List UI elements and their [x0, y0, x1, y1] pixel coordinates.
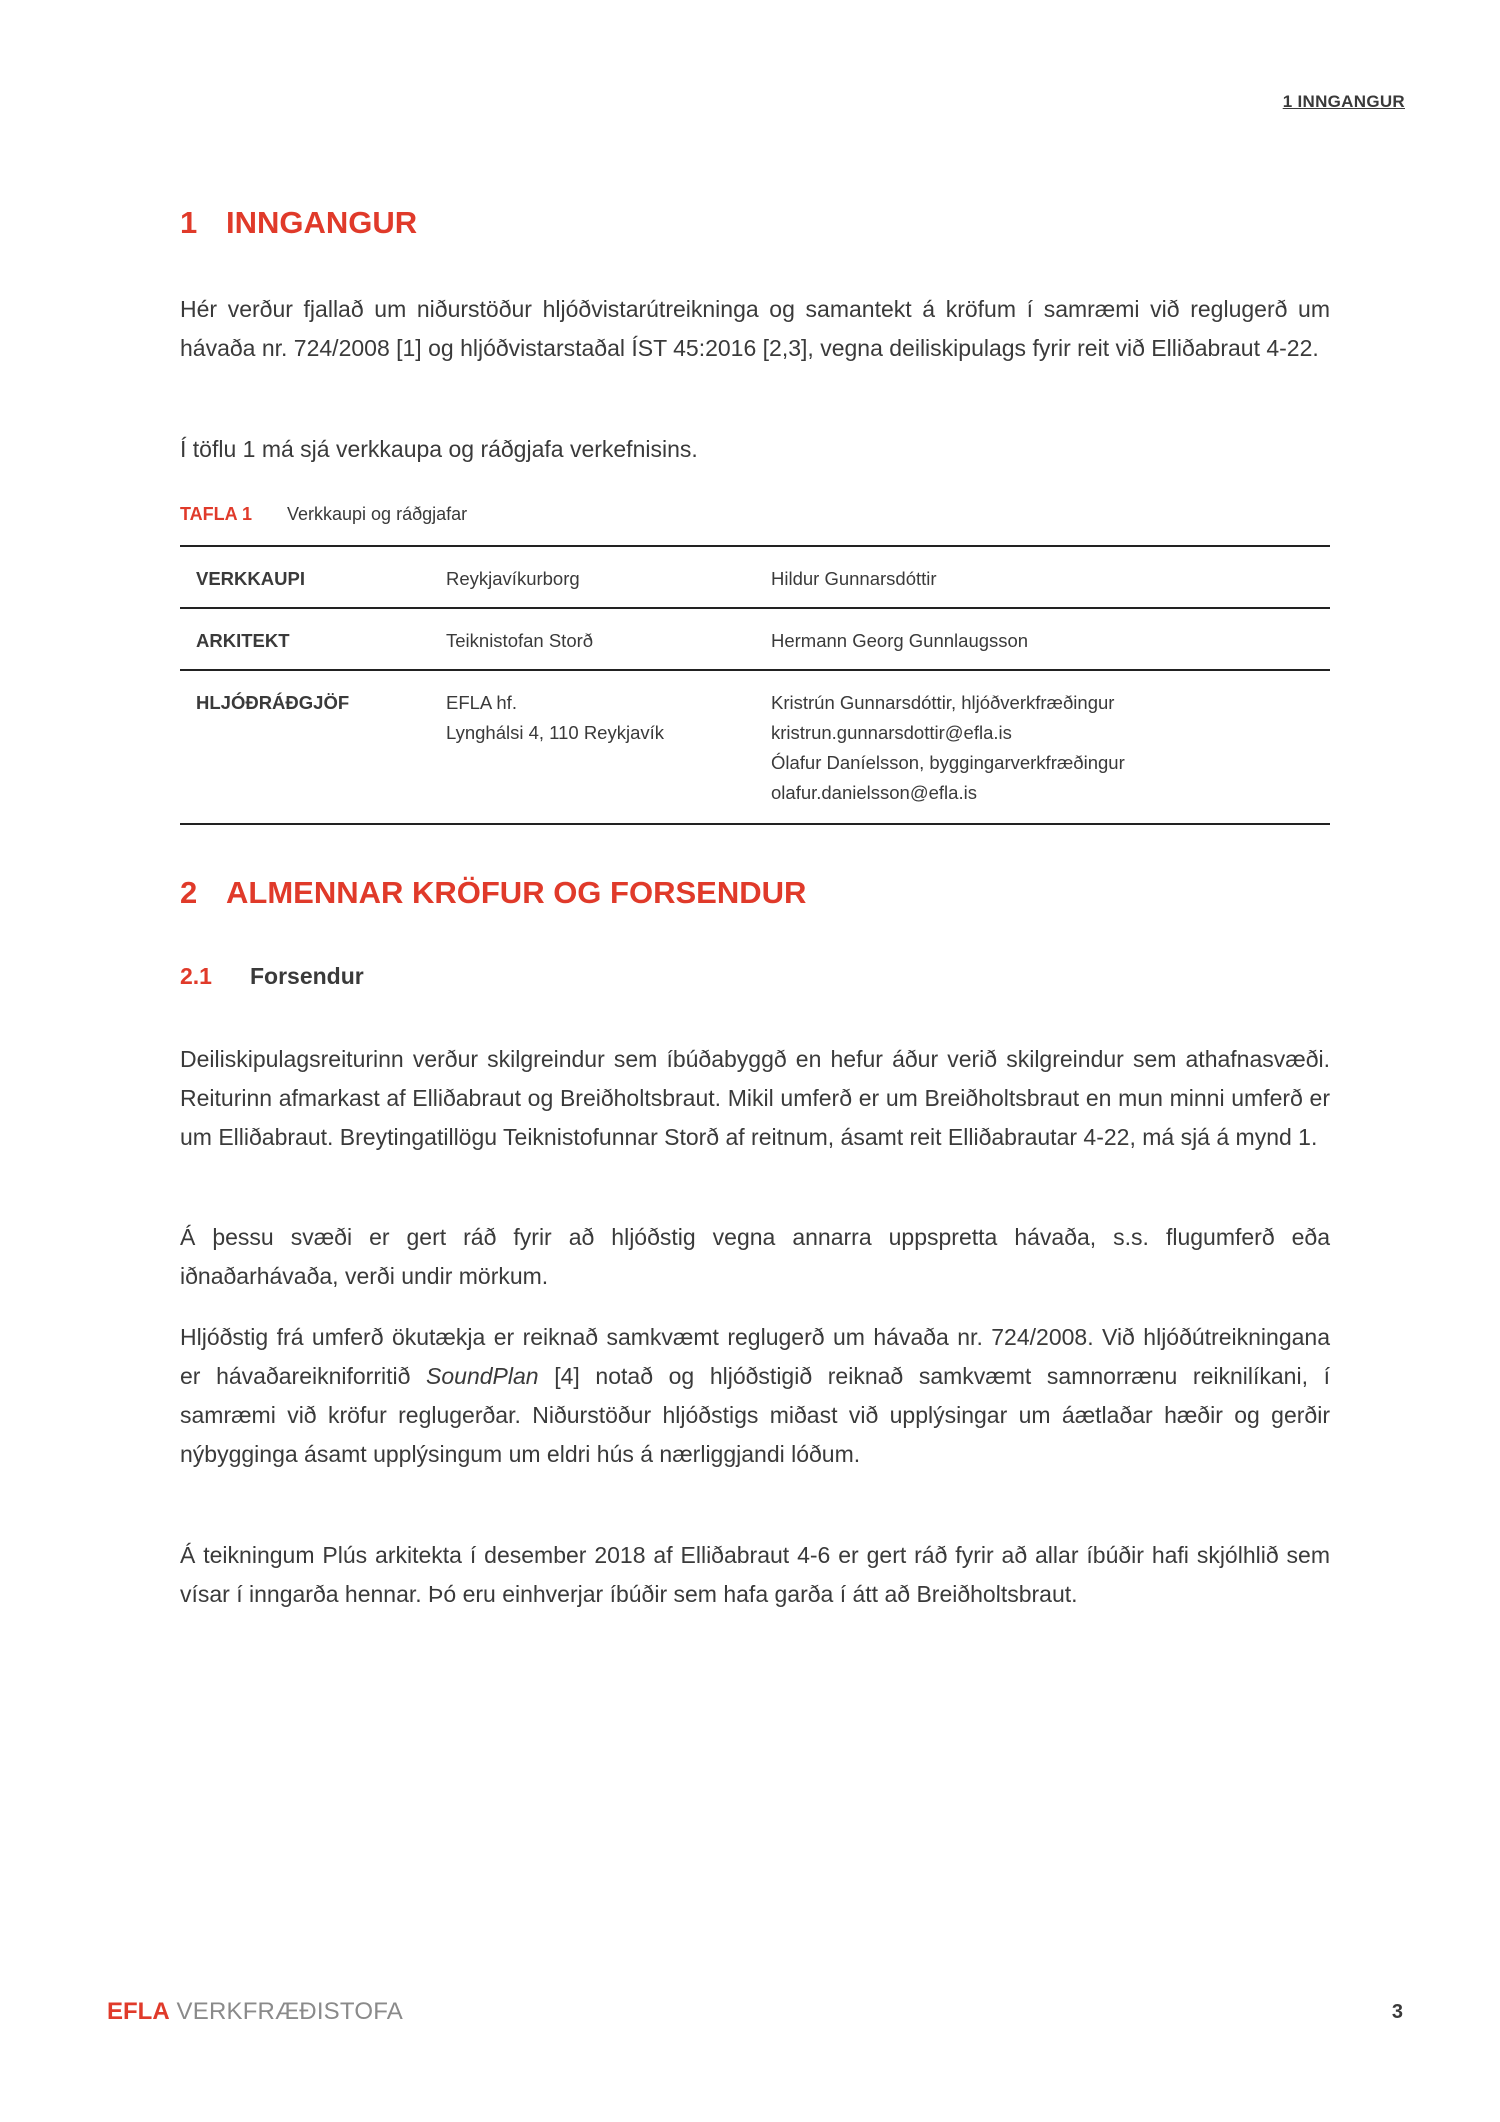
paragraph-3-text-start: Hljóðstig frá umferð ökutækja er reiknað samkvæmt reglugerð um hávaða nr. 724/2008. Við hljóðútreikningana er hávaðareikniforritið — [180, 1324, 1330, 1389]
table-row-org — [430, 670, 755, 824]
table-row-org — [430, 608, 755, 670]
software-name: SoundPlan — [426, 1363, 539, 1389]
section-2-heading — [180, 875, 806, 911]
subsection-2-1-title: Forsendur — [250, 963, 364, 989]
table-row-role: ARKITEKT — [196, 630, 290, 651]
contact-line: Kristrún Gunnarsdóttir, hljóðverkfræðingur — [771, 692, 1115, 713]
table-row-contact — [755, 546, 1330, 608]
paragraph-3-text-end: [4] notað og hljóðstigið reiknað samkvæmt samnorrænu reiknilíkani, í samræmi við kröfur reglugerðar. Niðurstöður hljóðstigs miðast við upplýsingar um áætlaðar hæðir og gerðir nýbygginga ásamt upplýsingum um eldri hús á nærliggjandi lóðum. — [180, 1363, 1330, 1467]
subsection-2-1-heading — [180, 963, 364, 990]
efla-logo — [107, 1998, 403, 2026]
table-row-role: VERKKAUPI — [196, 568, 305, 589]
section-2-paragraph-2: Á þessu svæði er gert ráð fyrir að hljóðstig vegna annarra uppspretta hávaða, s.s. flugumferð eða iðnaðarhávaða, verði undir mörkum. — [180, 1224, 1330, 1289]
section-1-number: 1 — [180, 205, 198, 240]
org-line: EFLA hf. — [446, 692, 517, 713]
contact-line: Ólafur Daníelsson, byggingarverkfræðingur — [771, 752, 1125, 773]
org-line: Lynghálsi 4, 110 Reykjavík — [446, 722, 665, 743]
section-1-heading — [180, 205, 417, 241]
contact-line: Hildur Gunnarsdóttir — [771, 568, 937, 589]
section-2-paragraph-3 — [180, 1318, 1330, 1474]
table-1-caption — [180, 504, 467, 525]
running-header: 1 INNGANGUR — [1282, 92, 1405, 111]
org-line: Reykjavíkurborg — [446, 568, 580, 589]
section-1-paragraph-2: Í töflu 1 má sjá verkkaupa og ráðgjafa verkefnisins. — [180, 436, 698, 462]
table-row — [180, 670, 1330, 824]
page-number: 3 — [1391, 2001, 1403, 2023]
table-row-contact — [755, 670, 1330, 824]
contact-email-link[interactable]: kristrun.gunnarsdottir@efla.is — [771, 722, 1012, 743]
section-1-title: INNGANGUR — [226, 205, 418, 240]
table-1-caption-text: Verkkaupi og ráðgjafar — [287, 504, 468, 524]
contacts-table — [180, 545, 1330, 825]
contact-line: Hermann Georg Gunnlaugsson — [771, 630, 1029, 651]
table-row-contact — [755, 608, 1330, 670]
section-2-paragraph-1: Deiliskipulagsreiturinn verður skilgreindur sem íbúðabyggð en hefur áður verið skilgreindur sem athafnasvæði. Reiturinn afmarkast af Elliðabraut og Breiðholtsbraut. Mikil umferð er um Breiðholtsbraut en mun minni umferð er um Elliðabraut. Breytingatillögu Teiknistofunnar Storð af reitnum, ásamt reit Elliðabrautar 4-22, má sjá á mynd 1. — [180, 1046, 1330, 1150]
logo-brand: EFLA — [107, 1998, 170, 2025]
table-row — [180, 546, 1330, 608]
table-row-role: HLJÓÐRÁÐGJÖF — [196, 692, 350, 713]
table-row-org — [430, 546, 755, 608]
logo-subtitle: VERKFRÆÐISTOFA — [169, 1998, 403, 2025]
org-line: Teiknistofan Storð — [446, 630, 594, 651]
section-2-title: ALMENNAR KRÖFUR OG FORSENDUR — [226, 875, 807, 910]
section-2-paragraph-4: Á teikningum Plús arkitekta í desember 2018 af Elliðabraut 4-6 er gert ráð fyrir að allar íbúðir hafi skjólhlið sem vísar í inngarða hennar. Þó eru einhverjar íbúðir sem hafa garða í átt að Breiðholtsbraut. — [180, 1542, 1330, 1607]
contact-email-link[interactable]: olafur.danielsson@efla.is — [771, 782, 977, 803]
section-1-paragraph-1: Hér verður fjallað um niðurstöður hljóðvistarútreikninga og samantekt á kröfum í samræmi við reglugerð um hávaða nr. 724/2008 [1] og hljóðvistarstaðal ÍST 45:2016 [2,3], vegna deiliskipulags fyrir reit við Elliðabraut 4-22. — [180, 296, 1330, 361]
section-2-number: 2 — [180, 875, 198, 910]
subsection-2-1-number: 2.1 — [180, 963, 212, 989]
table-1-caption-label: TAFLA 1 — [180, 504, 252, 524]
table-row — [180, 608, 1330, 670]
